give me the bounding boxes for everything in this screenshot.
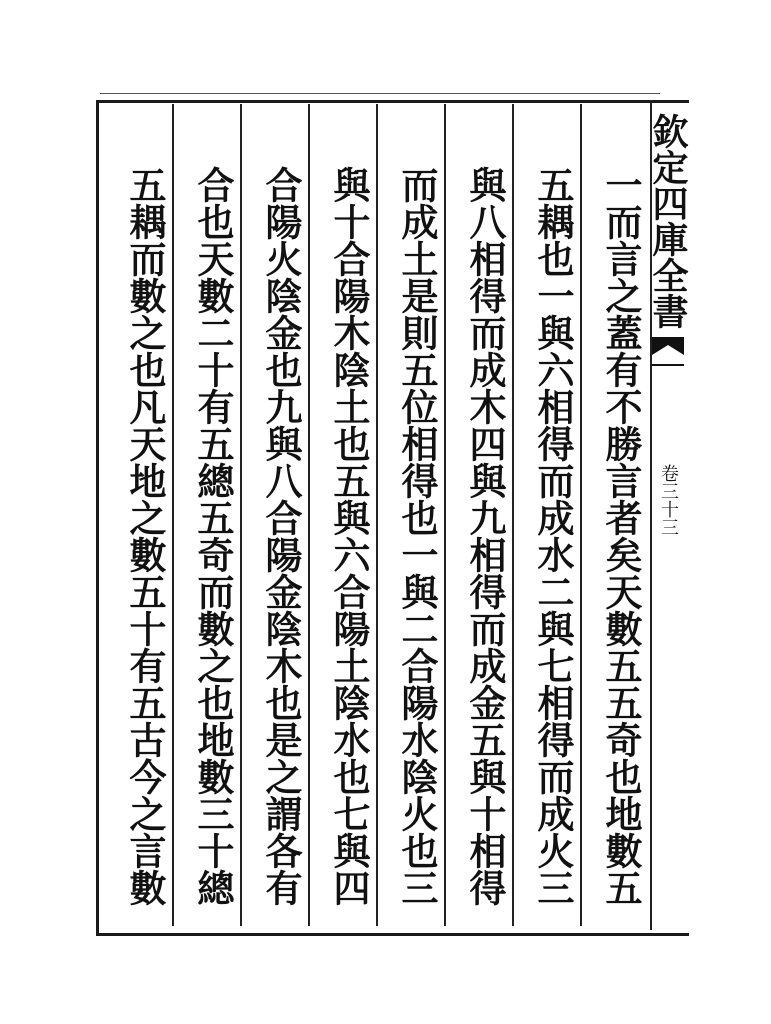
column-rule (580, 104, 582, 926)
column-rule (172, 104, 174, 926)
text-column-8: 五耦而數之也凡天地之數五十有五古今之言數 (123, 166, 167, 906)
juan-number: 卷三十三 (658, 464, 679, 536)
text-column-6: 合陽火陰金也九與八合陽金陰木也是之謂各有 (259, 166, 303, 906)
text-column-4: 而成土是則五位相得也一與二合陽水陰火也三 (395, 166, 439, 906)
top-outer-rule (100, 93, 660, 94)
column-rule (308, 104, 310, 926)
text-column-7: 合也天數二十有五總五奇而數之也地數三十總 (191, 166, 235, 906)
column-rule (444, 104, 446, 926)
text-column-1: 一而言之蓋有不勝言者矣天數五五奇也地數五 (599, 166, 643, 906)
column-rule (240, 104, 242, 926)
text-column-3: 與八相得而成木四與九相得而成金五與十相得 (463, 166, 507, 906)
text-column-2: 五耦也一與六相得而成水二與七相得而成火三 (531, 166, 575, 906)
text-column-5: 與十合陽木陰土也五與六合陽土陰水也七與四 (327, 166, 371, 906)
column-rule (376, 104, 378, 926)
fish-tail-mark-icon (650, 335, 686, 369)
column-rule (512, 104, 514, 926)
book-title: 欽定四庫全書 (647, 113, 689, 329)
